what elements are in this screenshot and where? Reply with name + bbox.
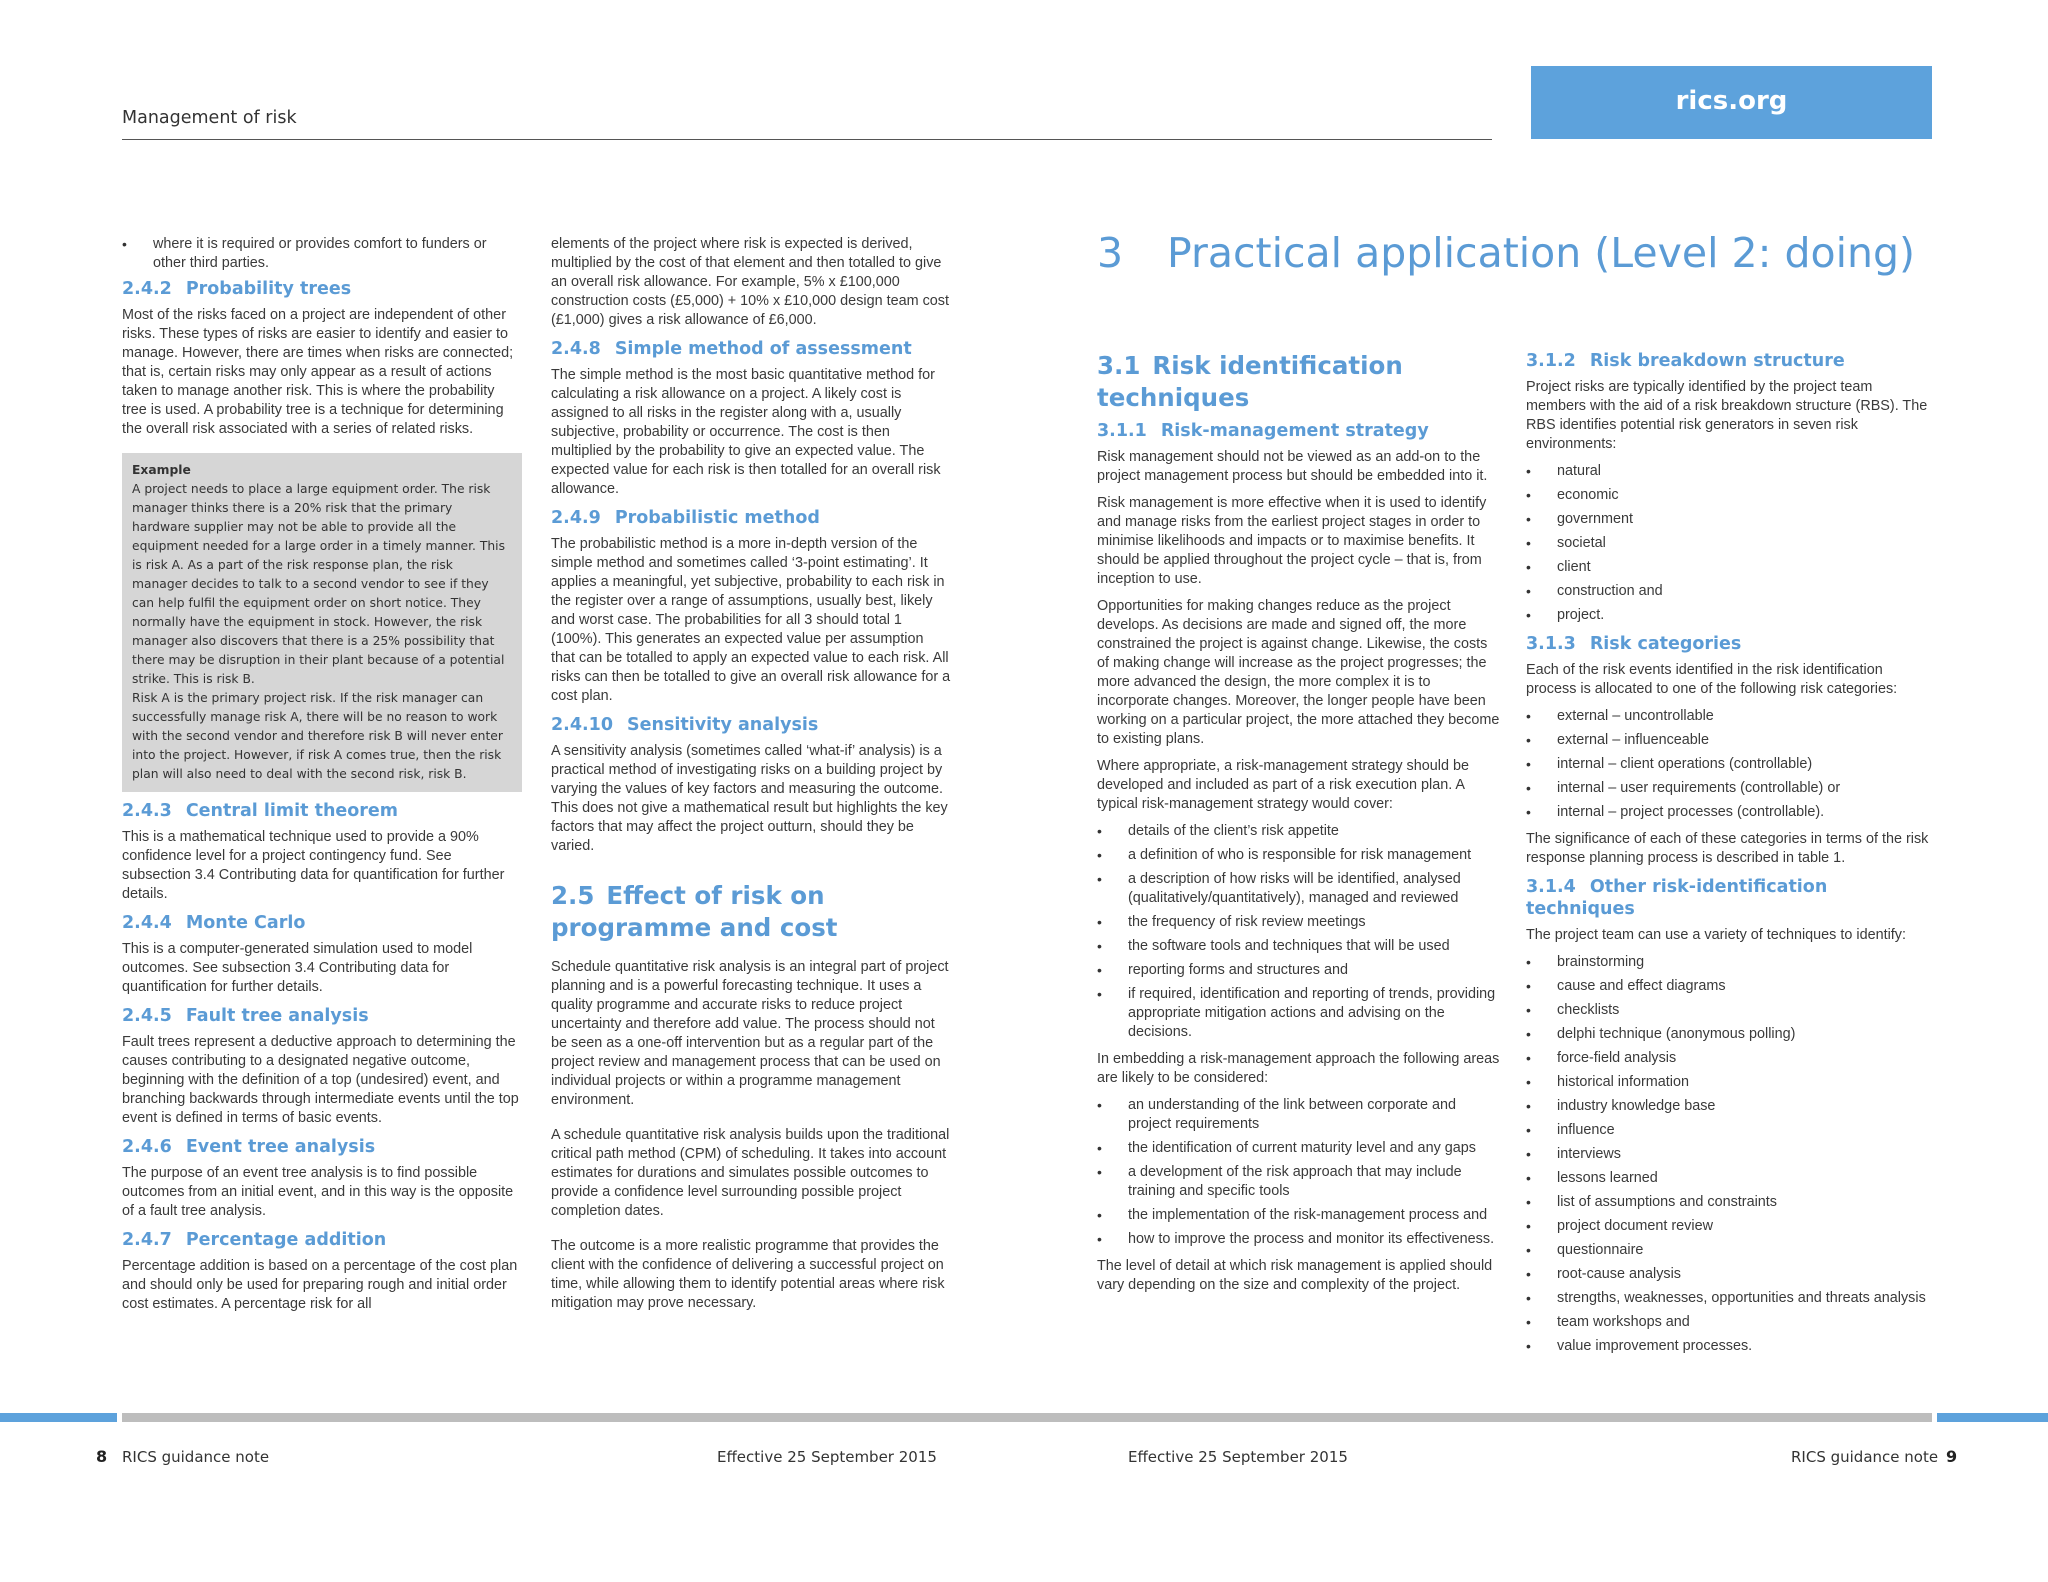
list-item: • external – uncontrollable	[1526, 707, 1934, 726]
list-item: • force-field analysis	[1526, 1049, 1934, 1068]
techniques-list	[1526, 953, 1934, 1356]
list-item: • project document review	[1526, 1217, 1934, 1236]
list-item: • a definition of who is responsible for risk management	[1097, 846, 1500, 865]
categories-list	[1526, 707, 1934, 822]
list-item: • industry knowledge base	[1526, 1097, 1934, 1116]
paragraph: Percentage addition is based on a percentage of the cost plan and should only be used for preparing rough and initial order cost estimates. A percentage risk for all	[122, 1258, 518, 1312]
list-item: • government	[1526, 510, 1934, 529]
column-3	[1097, 350, 1500, 1303]
list-item: • internal – client operations (controllable)	[1526, 755, 1934, 774]
section-heading-2-4-10: 2.4.10 Sensitivity analysis	[551, 715, 819, 735]
footer-label-right: RICS guidance note	[1791, 1448, 1939, 1466]
bullet-list	[122, 235, 522, 273]
section-heading-3-1: 3.1 Risk identification techniques	[1097, 351, 1403, 412]
list-item: • cause and effect diagrams	[1526, 977, 1934, 996]
chapter-heading	[1097, 228, 1915, 278]
list-item: • details of the client’s risk appetite	[1097, 822, 1500, 841]
section-heading-2-4-7: 2.4.7 Percentage addition	[122, 1230, 387, 1250]
section-heading-2-4-4: 2.4.4 Monte Carlo	[122, 913, 306, 933]
list-item: • a development of the risk approach that may include training and specific tools	[1097, 1163, 1500, 1201]
page-number-right: 9	[1946, 1447, 1958, 1466]
list-item: • checklists	[1526, 1001, 1934, 1020]
brand-banner	[1531, 66, 1932, 139]
list-item: • value improvement processes.	[1526, 1337, 1934, 1356]
section-heading-3-1-3: 3.1.3 Risk categories	[1526, 634, 1742, 654]
paragraph: The project team can use a variety of techniques to identify:	[1526, 927, 1906, 943]
chapter-title: Practical application (Level 2: doing)	[1167, 229, 1915, 277]
paragraph: The outcome is a more realistic programme that provides the client with the confidence of delivering a successful project on time, while allowing them to identify potential areas where risk mitigation may prove necessary.	[551, 1238, 945, 1311]
footer-bar-right-accent	[1937, 1413, 2048, 1422]
section-heading-3-1-2: 3.1.2 Risk breakdown structure	[1526, 351, 1845, 371]
example-box	[122, 453, 522, 792]
paragraph: Where appropriate, a risk-management strategy should be developed and included as part of a risk execution plan. A typical risk-management strategy would cover:	[1097, 758, 1469, 812]
example-paragraph: A project needs to place a large equipment order. The risk manager thinks there is a 20% risk that the primary hardware supplier may not be able to provide all the equipment needed for a large order in a timely manner. This is risk A. As a part of the risk response plan, the risk manager decides to talk to a second vendor to see if they can help fulfil the equipment order on short notice. They normally have the equipment in stock. However, the risk manager also discovers that there is a 25% possibility that there may be disruption in their plant because of a potential strike. This is risk B.	[132, 482, 505, 686]
footer-label-left: RICS guidance note	[122, 1448, 270, 1466]
footer-date-right: Effective 25 September 2015	[1128, 1448, 1348, 1466]
paragraph: Risk management should not be viewed as an add-on to the project management process but should be embedded into it.	[1097, 449, 1488, 484]
footer-bar	[122, 1413, 1932, 1422]
section-heading-3-1-4: 3.1.4 Other risk-identification techniques	[1526, 877, 1828, 919]
header-rule	[122, 139, 1492, 140]
list-item: • natural	[1526, 462, 1934, 481]
list-item: • where it is required or provides comfort to funders or other third parties.	[122, 235, 522, 273]
list-item: • economic	[1526, 486, 1934, 505]
paragraph: Most of the risks faced on a project are independent of other risks. These types of risks are easier to identify and easier to manage. However, there are times when risks are connected; that is, certain risks may only appear as a result of actions taken to manage another risk. This is where the probability tree is used. A probability tree is a technique for determining the overall risk associated with a series of related risks.	[122, 307, 514, 437]
section-heading-2-4-3: 2.4.3 Central limit theorem	[122, 801, 399, 821]
list-item: • interviews	[1526, 1145, 1934, 1164]
paragraph: In embedding a risk-management approach the following areas are likely to be considered:	[1097, 1051, 1500, 1086]
paragraph: Project risks are typically identified by the project team members with the aid of a risk breakdown structure (RBS). The RBS identifies potential risk generators in seven risk environments:	[1526, 379, 1928, 452]
column-1	[122, 235, 522, 1322]
list-item: • project.	[1526, 606, 1934, 625]
section-heading-3-1-1: 3.1.1 Risk-management strategy	[1097, 421, 1429, 441]
paragraph: The simple method is the most basic quantitative method for calculating a risk allowance on a project. A likely cost is assigned to all risks in the register along with a, usually subjective, probability or occurrence. The cost is then multiplied by the probability to give an expected value. The expected value for each risk is then totalled for an overall risk allowance.	[551, 367, 941, 497]
strategy-list	[1097, 822, 1500, 1042]
list-item: • lessons learned	[1526, 1169, 1934, 1188]
list-item: • how to improve the process and monitor its effectiveness.	[1097, 1230, 1500, 1249]
list-item: • questionnaire	[1526, 1241, 1934, 1260]
section-heading-2-4-2: 2.4.2 Probability trees	[122, 279, 352, 299]
paragraph: This is a mathematical technique used to provide a 90% confidence level for a project contingency fund. See subsection 3.4 Contributing data for quantification for further details.	[122, 829, 505, 902]
list-item: • the implementation of the risk-management process and	[1097, 1206, 1500, 1225]
example-paragraph: Risk A is the primary project risk. If the risk manager can successfully manage risk A, there will be no reason to work with the second vendor and therefore risk B will never enter into the project. However, if risk A comes true, then the risk plan will also need to deal with the second risk, risk B.	[132, 691, 503, 781]
paragraph: The purpose of an event tree analysis is to find possible outcomes from an initial event, and in this way is the opposite of a fault tree analysis.	[122, 1165, 514, 1219]
section-heading-2-4-6: 2.4.6 Event tree analysis	[122, 1137, 376, 1157]
list-item: • strengths, weaknesses, opportunities and threats analysis	[1526, 1289, 1934, 1308]
paragraph: Risk management is more effective when it is used to identify and manage risks from the earliest project stages in order to minimise likelihoods and impacts or to maximise benefits. It should be applied throughout the project cycle – that is, from inception to use.	[1097, 495, 1487, 587]
paragraph: Opportunities for making changes reduce as the project develops. As decisions are made and signed off, the more constrained the project is against change. Likewise, the costs of making change will increase as the project progresses; the more advanced the design, the more complex it is to incorporate changes. Moreover, the longer people have been working on a particular project, the more attached they become to existing plans.	[1097, 598, 1500, 747]
paragraph: This is a computer-generated simulation used to model outcomes. See subsection 3.4 Contributing data for quantification for further details.	[122, 941, 473, 995]
list-item: • external – influenceable	[1526, 731, 1934, 750]
list-item: • internal – user requirements (controllable) or	[1526, 779, 1934, 798]
list-item: • if required, identification and reporting of trends, providing appropriate mitigation actions and advising on the decisions.	[1097, 985, 1500, 1042]
brand-link[interactable]: rics.org	[1675, 86, 1788, 116]
footer-date-left: Effective 25 September 2015	[717, 1448, 937, 1466]
list-item: • a description of how risks will be identified, analysed (qualitatively/quantitatively), managed and reviewed	[1097, 870, 1500, 908]
list-item: • the identification of current maturity level and any gaps	[1097, 1139, 1500, 1158]
paragraph: A schedule quantitative risk analysis builds upon the traditional critical path method (CPM) of scheduling. It takes into account estimates for durations and simulates possible outcomes to provide a confidence level surrounding possible project completion dates.	[551, 1127, 950, 1219]
paragraph: The probabilistic method is a more in-depth version of the simple method and sometimes called ‘3-point estimating’. It applies a meaningful, yet subjective, probability to each risk in the register over a range of assumptions, usually best, likely and worst case. The probabilities for all 3 should total 1 (100%). This generates an expected value per assumption that can be totalled to apply an expected value to each risk. All risks can then be totalled to give an overall risk allowance for a cost plan.	[551, 536, 951, 704]
list-item: • brainstorming	[1526, 953, 1934, 972]
paragraph: Schedule quantitative risk analysis is an integral part of project planning and is a powerful forecasting technique. It uses a quality programme and accurate risks to reduce project uncertainty and therefore add value. The process should not be seen as a one-off intervention but as a regular part of the project review and management process that can be used on individual projects or within a programme management environment.	[551, 959, 949, 1108]
example-title: Example	[132, 463, 191, 477]
paragraph: Fault trees represent a deductive approach to determining the causes contributing to a designated negative outcome, beginning with the definition of a top (undesired) event, and branching backwards through intermediate events until the top event is defined in terms of basic events.	[122, 1034, 519, 1126]
list-item: • root-cause analysis	[1526, 1265, 1934, 1284]
list-item: • historical information	[1526, 1073, 1934, 1092]
list-item: • reporting forms and structures and	[1097, 961, 1500, 980]
footer-bar-left-accent	[0, 1413, 117, 1422]
section-heading-2-4-9: 2.4.9 Probabilistic method	[551, 508, 820, 528]
column-4	[1526, 350, 1934, 1364]
list-item: • an understanding of the link between corporate and project requirements	[1097, 1096, 1500, 1134]
list-item: • internal – project processes (controllable).	[1526, 803, 1934, 822]
paragraph: Each of the risk events identified in the risk identification process is allocated to one of the following risk categories:	[1526, 662, 1898, 697]
paragraph: The significance of each of these categories in terms of the risk response planning process is described in table 1.	[1526, 831, 1929, 866]
list-item: • influence	[1526, 1121, 1934, 1140]
list-item: • the frequency of risk review meetings	[1097, 913, 1500, 932]
chapter-number: 3	[1097, 229, 1124, 277]
running-header-title: Management of risk	[122, 108, 297, 128]
list-item: • delphi technique (anonymous polling)	[1526, 1025, 1934, 1044]
list-item: • the software tools and techniques that will be used	[1097, 937, 1500, 956]
section-heading-2-5: 2.5 Effect of risk on programme and cost	[551, 881, 838, 942]
page-number-left: 8	[96, 1447, 108, 1466]
list-item: • team workshops and	[1526, 1313, 1934, 1332]
list-item: • societal	[1526, 534, 1934, 553]
list-item: • construction and	[1526, 582, 1934, 601]
column-2	[551, 235, 951, 1321]
paragraph: A sensitivity analysis (sometimes called ‘what-if’ analysis) is a practical method of investigating risks on a building project by varying the values of key factors and measuring the outcome. This does not give a mathematical result but highlights the key factors that may affect the project outturn, should they be varied.	[551, 743, 948, 854]
list-item: • client	[1526, 558, 1934, 577]
section-heading-2-4-5: 2.4.5 Fault tree analysis	[122, 1006, 369, 1026]
embedding-list	[1097, 1096, 1500, 1249]
paragraph: The level of detail at which risk management is applied should vary depending on the size and complexity of the project.	[1097, 1258, 1493, 1293]
list-item: • list of assumptions and constraints	[1526, 1193, 1934, 1212]
rbs-list	[1526, 462, 1934, 625]
section-heading-2-4-8: 2.4.8 Simple method of assessment	[551, 339, 912, 359]
paragraph: elements of the project where risk is expected is derived, multiplied by the cost of that element and then totalled to give an overall risk allowance. For example, 5% x £100,000 construction costs (£5,000) + 10% x £10,000 design team cost (£1,000) gives a risk allowance of £6,000.	[551, 236, 949, 328]
